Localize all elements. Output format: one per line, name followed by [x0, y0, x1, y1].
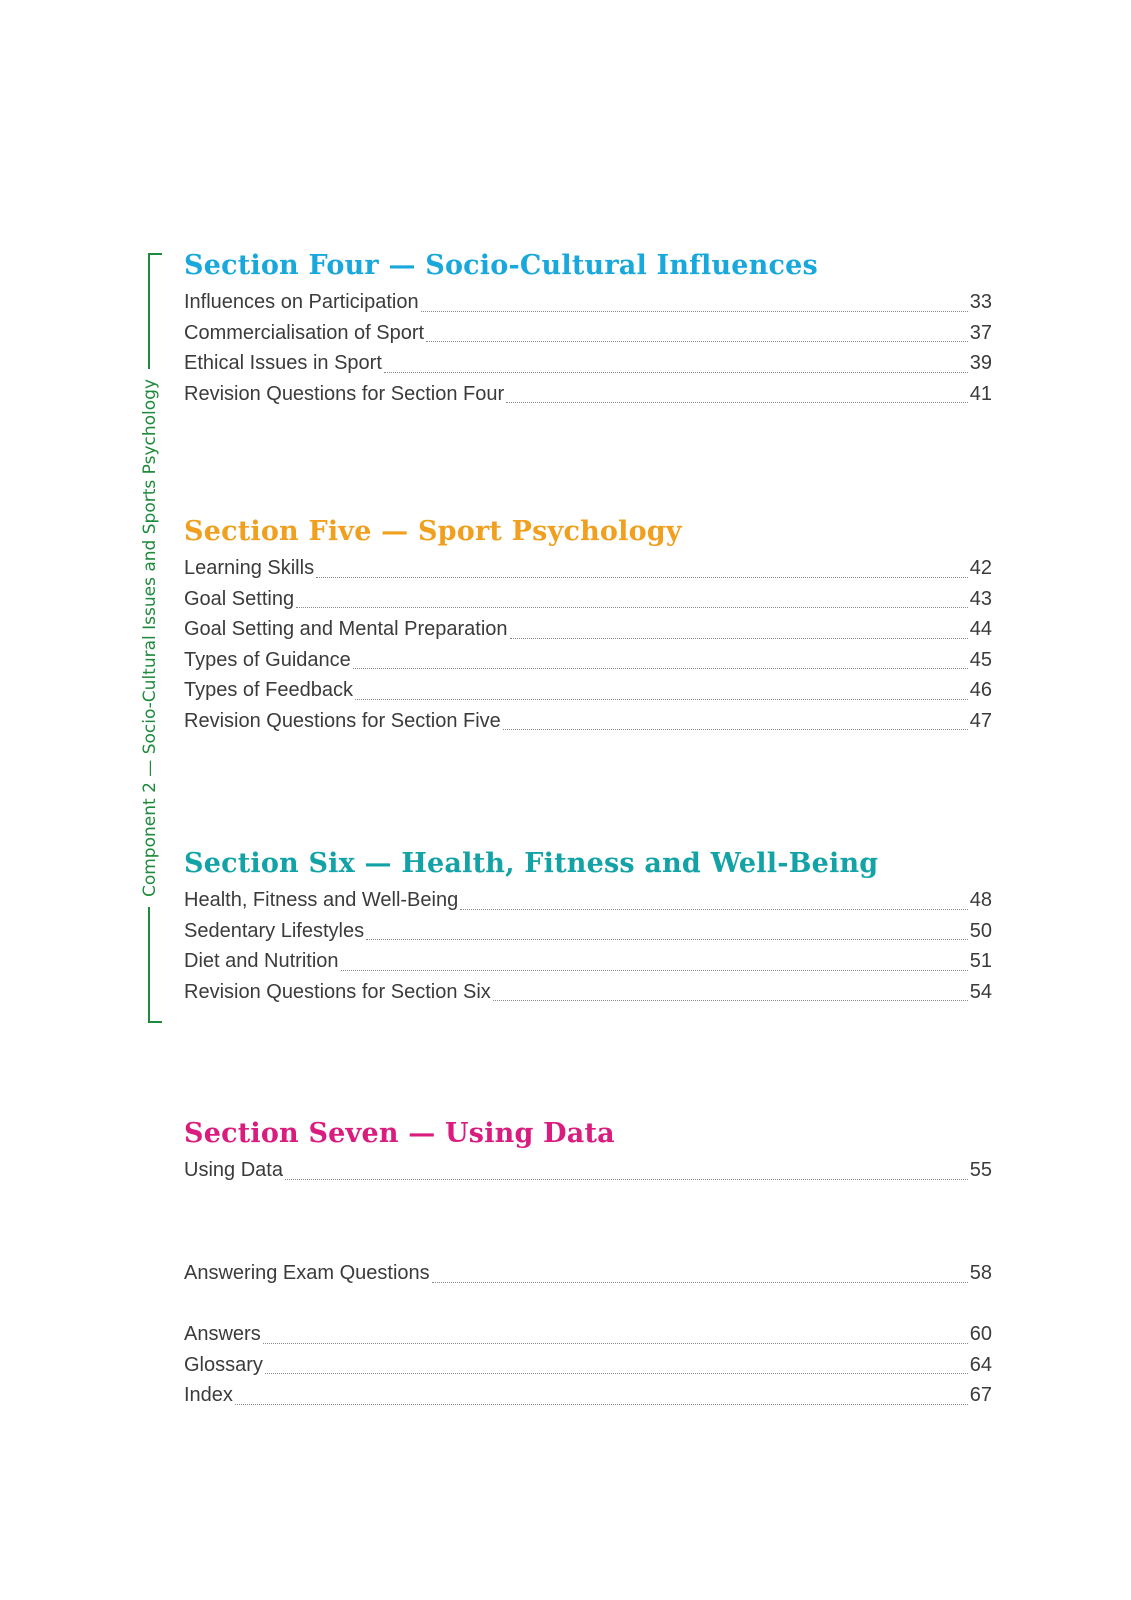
leader-dots — [296, 606, 968, 608]
leader-dots — [355, 698, 968, 700]
section-six — [184, 848, 992, 1011]
leader-dots — [263, 1342, 968, 1344]
leader-dots — [353, 667, 968, 669]
leader-dots — [421, 310, 968, 312]
leader-dots — [432, 1281, 968, 1283]
toc-entry[interactable]: Revision Questions for Section Six 54 — [184, 980, 992, 1003]
extras-exam — [184, 1262, 992, 1293]
toc-entry[interactable]: Ethical Issues in Sport 39 — [184, 352, 992, 374]
toc-entry[interactable]: Commercialisation of Sport 37 — [184, 321, 992, 344]
toc-entry[interactable]: Learning Skills 42 — [184, 557, 992, 579]
toc-entry[interactable]: Answering Exam Questions 58 — [184, 1262, 992, 1284]
section-seven — [184, 1118, 992, 1190]
section-six-heading: Section Six — Health, Fitness and Well-Being — [184, 848, 879, 879]
leader-dots — [510, 637, 968, 639]
section-four — [184, 250, 992, 413]
leader-dots — [426, 340, 968, 342]
leader-dots — [493, 999, 968, 1001]
leader-dots — [285, 1178, 968, 1180]
section-five — [184, 516, 992, 740]
toc-entry[interactable]: Sedentary Lifestyles 50 — [184, 919, 992, 942]
toc-entry[interactable]: Diet and Nutrition 51 — [184, 950, 992, 972]
leader-dots — [316, 576, 968, 578]
side-label-wrap — [138, 253, 162, 1023]
leader-dots — [506, 401, 968, 403]
toc-entry[interactable]: Influences on Participation 33 — [184, 291, 992, 313]
component-label: Component 2 — Socio-Cultural Issues and Sports Psychology — [140, 369, 160, 907]
leader-dots — [384, 371, 968, 373]
leader-dots — [341, 969, 968, 971]
toc-entry[interactable]: Answers 60 — [184, 1323, 992, 1345]
section-four-heading: Section Four — Socio-Cultural Influences — [184, 250, 818, 281]
toc-entry[interactable]: Health, Fitness and Well-Being 48 — [184, 889, 992, 911]
leader-dots — [235, 1403, 968, 1405]
toc-entry[interactable]: Index 67 — [184, 1384, 992, 1406]
toc-entry[interactable]: Glossary 64 — [184, 1353, 992, 1376]
toc-entry[interactable]: Goal Setting 43 — [184, 587, 992, 610]
toc-entry[interactable]: Revision Questions for Section Four 41 — [184, 382, 992, 405]
toc-entry[interactable]: Using Data 55 — [184, 1159, 992, 1181]
toc-entry[interactable]: Types of Feedback 46 — [184, 679, 992, 701]
toc-entry[interactable]: Goal Setting and Mental Preparation 44 — [184, 618, 992, 640]
leader-dots — [265, 1372, 968, 1374]
section-seven-heading: Section Seven — Using Data — [184, 1118, 615, 1149]
leader-dots — [460, 908, 968, 910]
toc-entry[interactable]: Types of Guidance 45 — [184, 648, 992, 671]
toc-entry[interactable]: Revision Questions for Section Five 47 — [184, 709, 992, 732]
leader-dots — [503, 728, 968, 730]
extras-back-matter — [184, 1323, 992, 1415]
leader-dots — [366, 938, 968, 940]
section-five-heading: Section Five — Sport Psychology — [184, 516, 682, 547]
